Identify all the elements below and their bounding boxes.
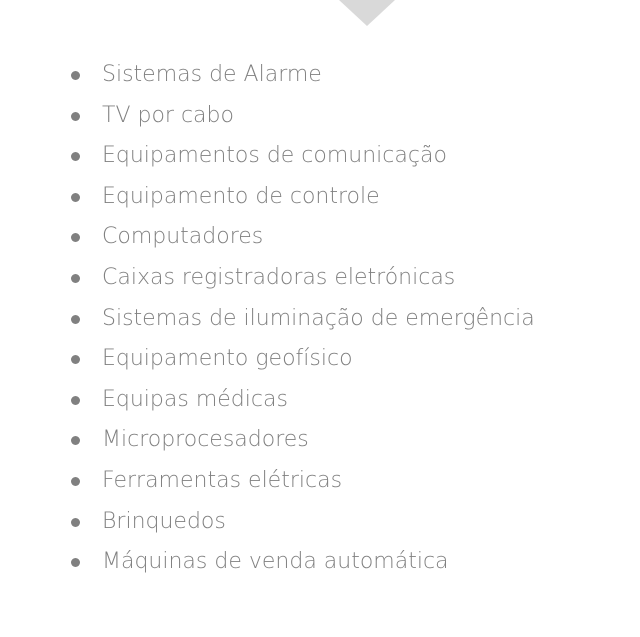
list-item-label: Máquinas de venda automática <box>102 549 449 575</box>
list-item-label: Equipamento geofísico <box>102 346 353 372</box>
list-item-label: Microprocesadores <box>102 427 309 453</box>
bullet-icon <box>71 193 80 202</box>
list-item <box>0 136 535 177</box>
list-item-label: Brinquedos <box>102 508 226 534</box>
list-item <box>0 299 535 340</box>
list-item <box>0 461 535 502</box>
list-item <box>0 420 535 461</box>
list-item <box>0 380 535 421</box>
bullet-icon <box>71 274 80 283</box>
list-item-label: Ferramentas elétricas <box>102 467 343 493</box>
bullet-icon <box>71 112 80 121</box>
bullet-icon <box>71 315 80 324</box>
bullet-icon <box>71 71 80 80</box>
bullet-icon <box>71 233 80 242</box>
bullet-list <box>0 55 535 583</box>
list-item-label: Equipas médicas <box>102 386 288 412</box>
bullet-icon <box>71 477 80 486</box>
list-item <box>0 502 535 543</box>
list-item <box>0 96 535 137</box>
bullet-icon <box>71 436 80 445</box>
triangle-pointer <box>339 0 395 26</box>
list-item-label: Computadores <box>102 224 264 250</box>
bullet-icon <box>71 518 80 527</box>
list-item-label: Equipamento de controle <box>102 183 380 209</box>
bullet-icon <box>71 355 80 364</box>
list-item-label: Caixas registradoras eletrónicas <box>102 264 456 290</box>
list-item <box>0 258 535 299</box>
list-item-label: Sistemas de Alarme <box>102 62 322 87</box>
list-item-label: Equipamentos de comunicação <box>102 143 447 169</box>
list-item-label: TV por cabo <box>102 102 234 128</box>
list-item <box>0 339 535 380</box>
list-item <box>0 55 535 96</box>
list-item-label: Sistemas de iluminação de emergência <box>102 305 535 331</box>
list-item <box>0 217 535 258</box>
bullet-icon <box>71 558 80 567</box>
list-item <box>0 542 535 583</box>
bullet-icon <box>71 152 80 161</box>
list-item <box>0 177 535 218</box>
bullet-icon <box>71 396 80 405</box>
